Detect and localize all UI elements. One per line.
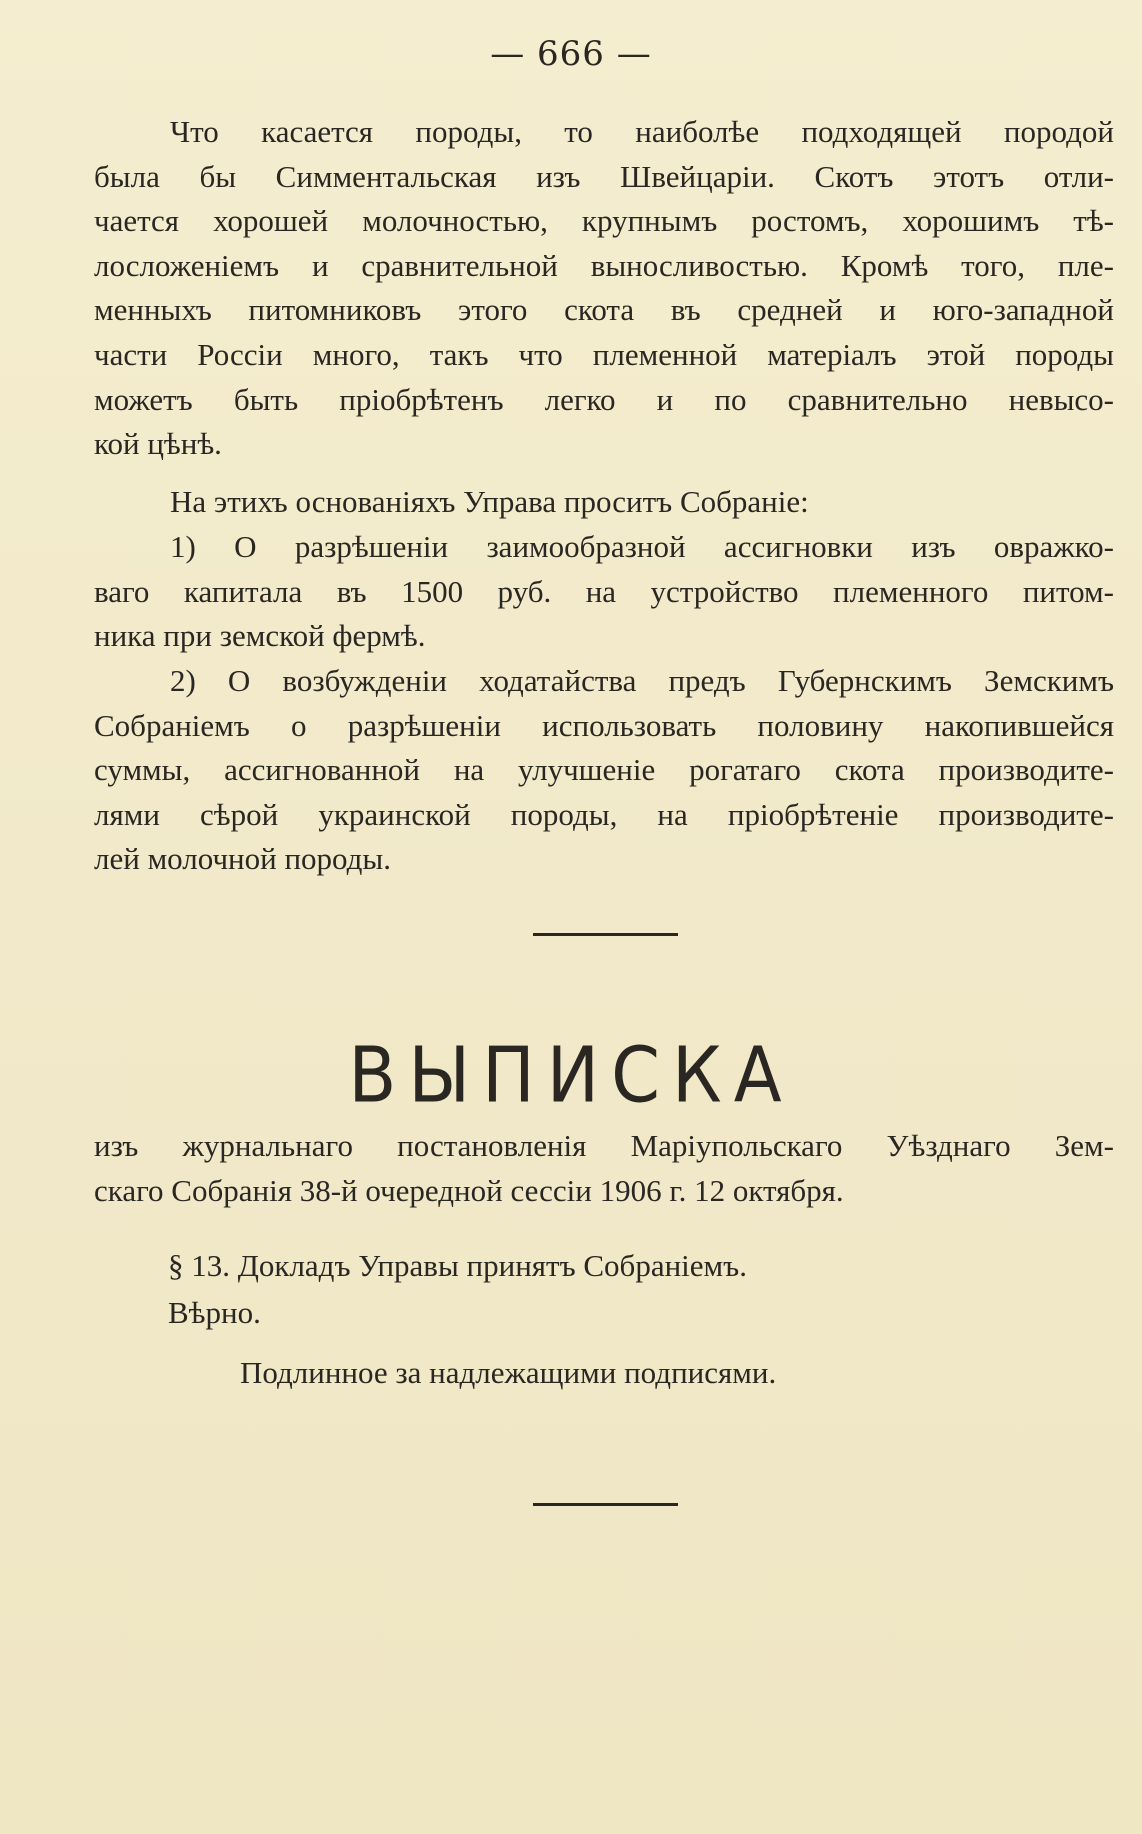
list-item-line: 2) О возбужденіи ходатайства предъ Губернскимъ Земскимъ bbox=[170, 663, 1114, 698]
certification-note: Вѣрно. bbox=[168, 1295, 261, 1330]
list-item-line: лями сѣрой украинской породы, на пріобрѣтеніе производите- bbox=[94, 796, 1114, 832]
subtitle-line: скаго Собранія 38-й очередной сессіи 1906 г. 12 октября. bbox=[94, 1172, 844, 1208]
paragraph-breed bbox=[94, 110, 1114, 467]
list-item-line: суммы, ассигнованной на улучшеніе рогатаго скота производите- bbox=[94, 752, 1114, 788]
signature-note: Подлинное за надлежащими подписями. bbox=[240, 1355, 777, 1390]
paragraph-line: кой цѣнѣ. bbox=[94, 426, 222, 462]
list-item-1 bbox=[94, 525, 1114, 659]
section-divider bbox=[533, 933, 678, 936]
paragraph-line: На этихъ основаніяхъ Управа проситъ Собраніе: bbox=[170, 484, 809, 519]
extract-subtitle bbox=[94, 1124, 1114, 1213]
extract-heading: ВЫПИСКА bbox=[348, 1030, 794, 1121]
paragraph-line: Что касается породы, то наиболѣе подходящей породой bbox=[170, 114, 1114, 149]
paragraph-line: лосложеніемъ и сравнительной выносливостью. Кромѣ того, пле- bbox=[94, 247, 1114, 283]
list-item-2 bbox=[94, 659, 1114, 882]
paragraph-line: части Россіи много, такъ что племенной матеріалъ этой породы bbox=[94, 336, 1114, 372]
section-paragraph: § 13. Докладъ Управы принятъ Собраніемъ. bbox=[168, 1248, 747, 1283]
subtitle-line: изъ журнальнаго постановленія Маріупольскаго Уѣзднаго Зем- bbox=[94, 1128, 1114, 1163]
page-number: — 666 — bbox=[490, 34, 652, 74]
end-divider bbox=[533, 1503, 678, 1506]
list-item-line: Собраніемъ о разрѣшеніи использовать половину накопившейся bbox=[94, 707, 1114, 743]
paragraph-request bbox=[94, 480, 1114, 525]
paragraph-line: чается хорошей молочностью, крупнымъ ростомъ, хорошимъ тѣ- bbox=[94, 203, 1114, 239]
list-item-line: лей молочной породы. bbox=[94, 841, 392, 877]
list-item-line: ваго капитала въ 1500 руб. на устройство племенного питом- bbox=[94, 573, 1114, 609]
paragraph-line: менныхъ питомниковъ этого скота въ средней и юго-западной bbox=[94, 292, 1114, 328]
paragraph-line: можетъ быть пріобрѣтенъ легко и по сравнительно невысо- bbox=[94, 381, 1114, 417]
paragraph-line: была бы Симментальская изъ Швейцаріи. Скотъ этотъ отли- bbox=[94, 158, 1114, 194]
list-item-line: 1) О разрѣшеніи заимообразной ассигновки изъ овражко- bbox=[170, 529, 1114, 564]
list-item-line: ника при земской фермѣ. bbox=[94, 618, 426, 654]
